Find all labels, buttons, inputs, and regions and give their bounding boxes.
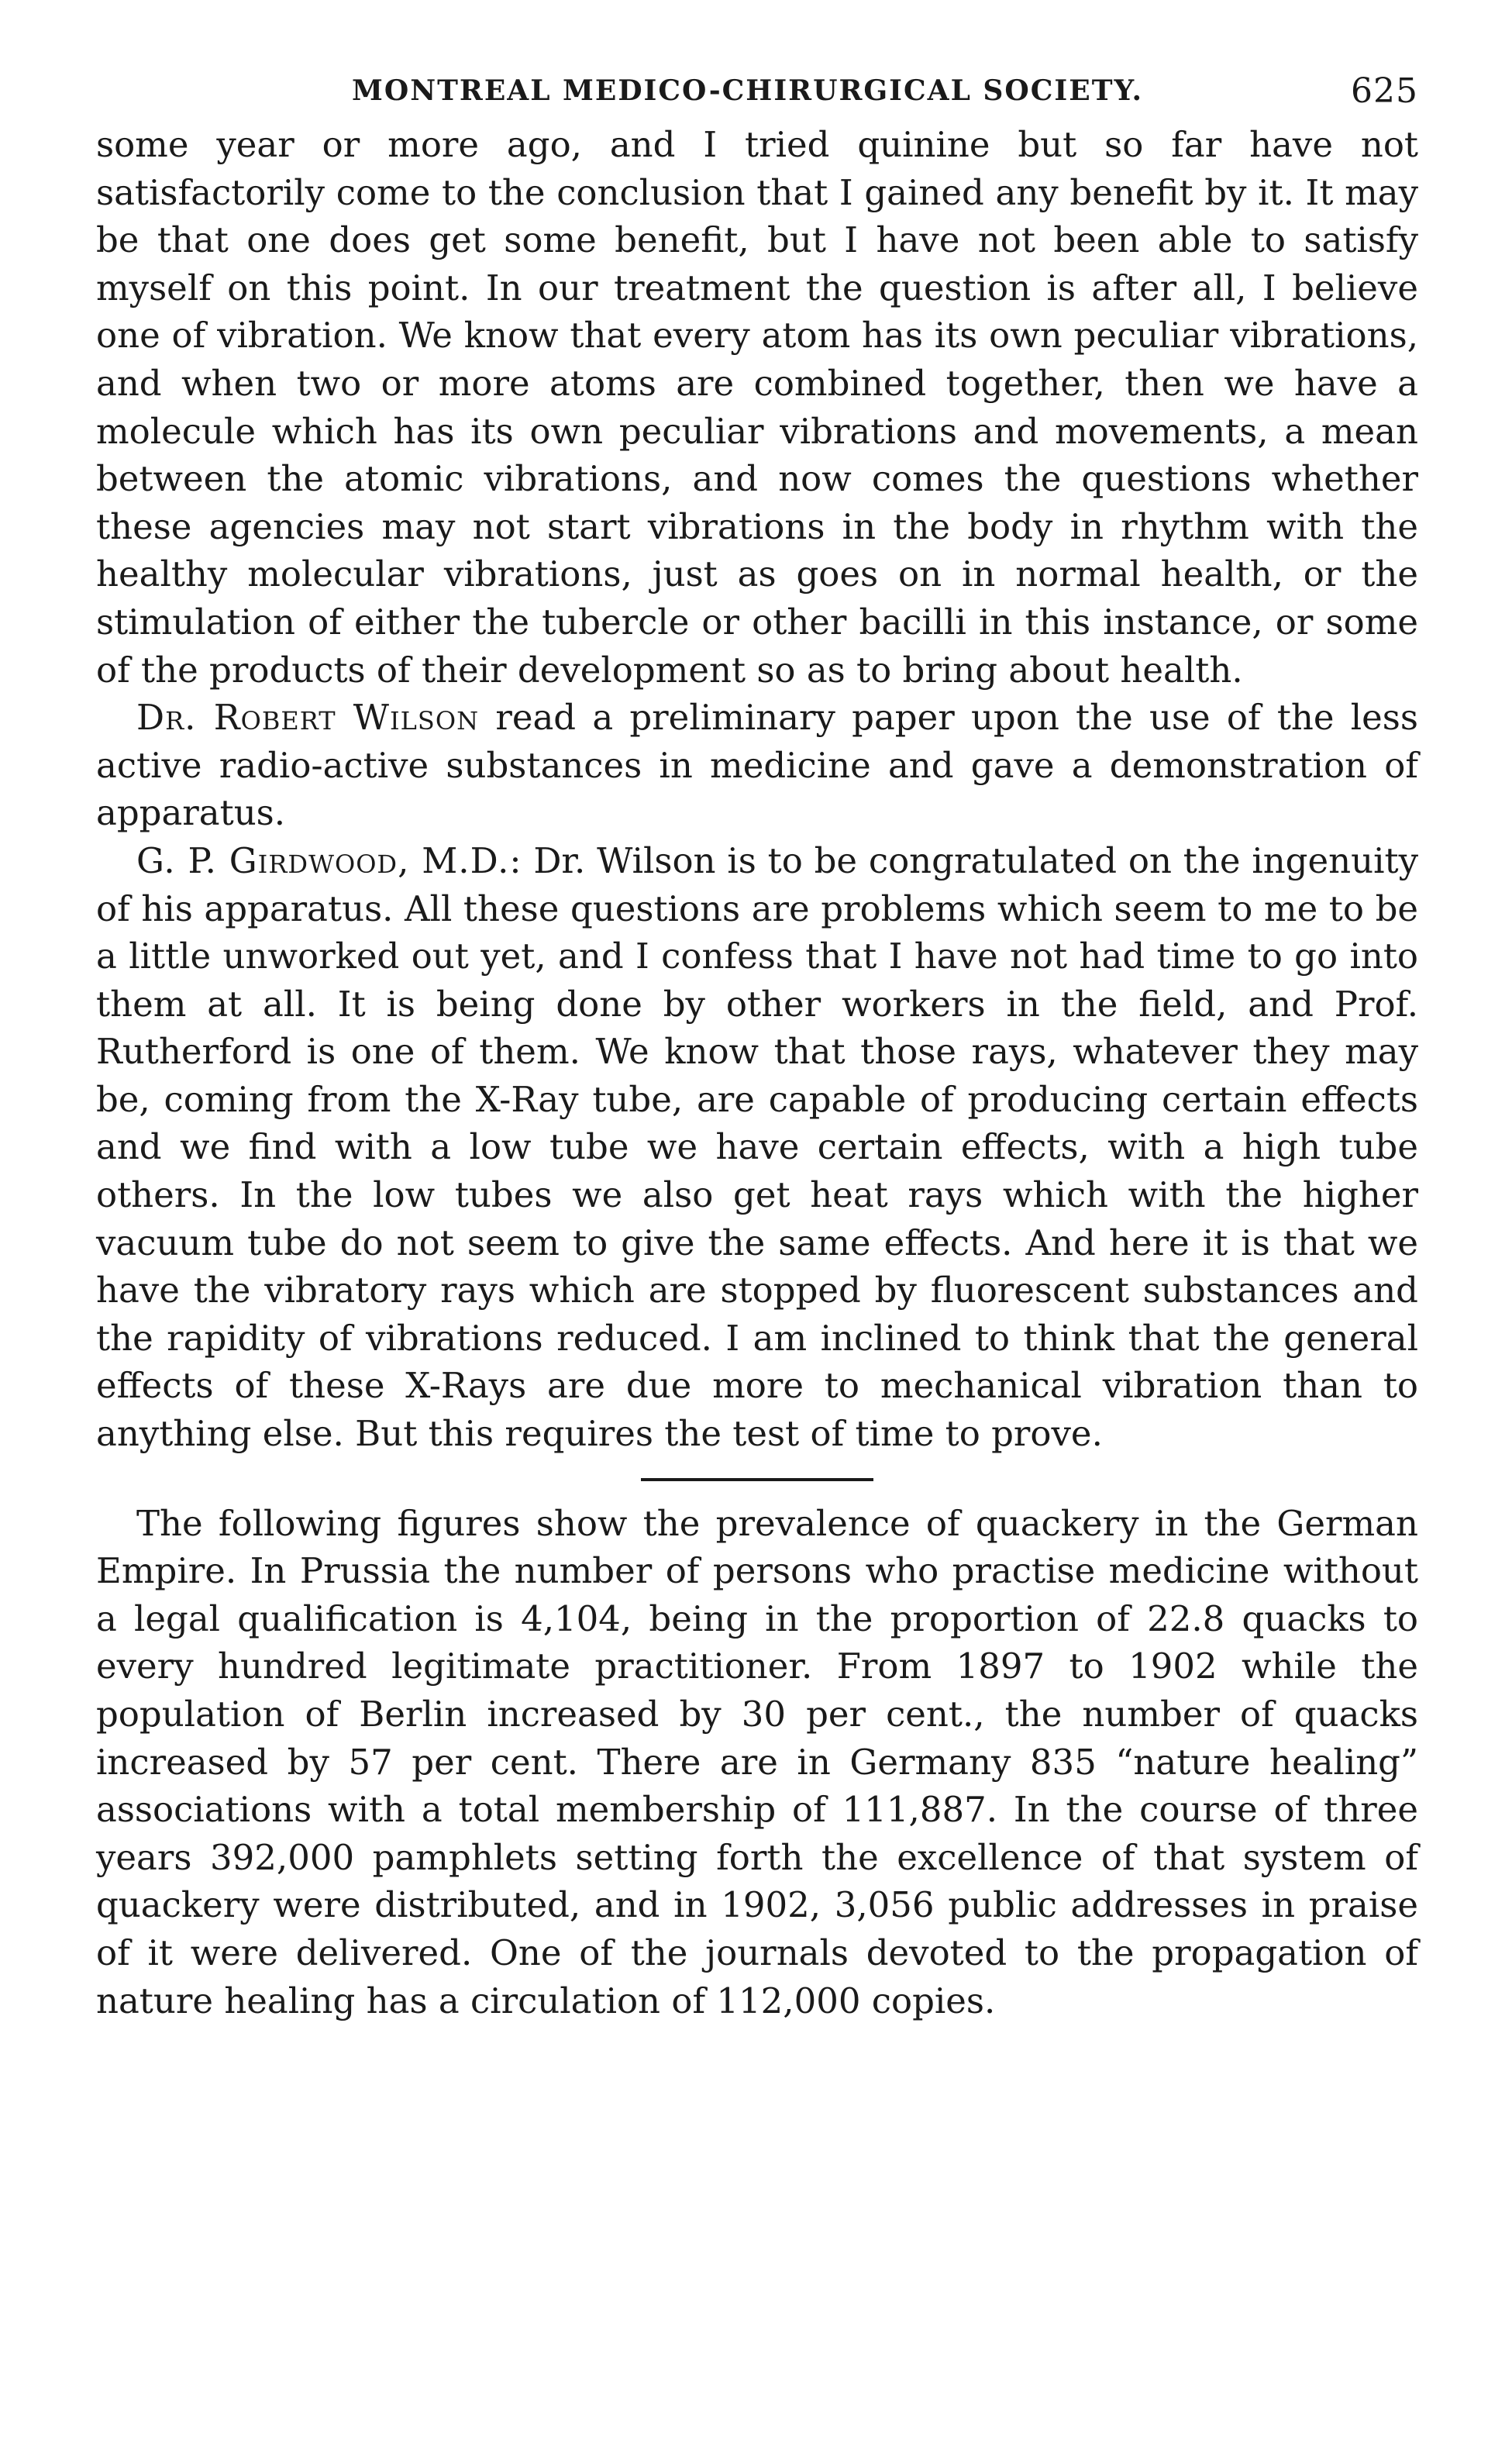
continued-paragraph: some year or more ago, and I tried quinine but so far have not satisfactorily come to the conclusion that I gained any benefit by it. It may be that one does get some benefit, but I have not been able to satisfy myself on this point. In our treatment the question is after all, I believe one of vibration. We know that every atom has its own peculiar vibrations, and when two or more atoms are combined together, then we have a molecule which has its own peculiar vibrations and movements, a mean between the atomic vibrations, and now comes the questions whether these agencies may not start vibrations in the body in rhythm with the healthy molecular vibrations, just as goes on in normal health, or the stimulation of either the tubercle or other bacilli in this instance, or some of the products of their development so as to bring about health. — [96, 124, 1418, 691]
running-title: MONTREAL MEDICO-CHIRURGICAL SOCIETY. — [352, 74, 1144, 107]
page-number: 625 — [1351, 71, 1418, 111]
quackery-paragraph: The following figures show the prevalence of quackery in the German Empire. In Prussia the number of persons who practise medicine without a legal qualification is 4,104, being in the proportion of 22.8 quacks to every hundred legitimate practitioner. From 1897 to 1902 while the population of Berlin increased by 30 per cent., the number of quacks increased by 57 per cent. There are in Germany 835 “nature healing” associations with a total membership of 111,887. In the course of three years 392,000 pamphlets setting forth the excellence of that system of quackery were distributed, and in 1902, 3,056 public addresses in praise of it were delivered. One of the journals devoted to the propagation of nature healing has a circulation of 112,000 copies. — [96, 1502, 1418, 2021]
girdwood-text: Dr. Wilson is to be congratulated on the ingenuity of his apparatus. All these questions are problems which seem to me to be a little unworked out yet, and I confess that I have not had time to go into them at all. It is being done by other workers in the field, and Prof. Rutherford is one of them. We know that those rays, whatever they may be, coming from the X-Ray tube, are capable of producing certain effects and we find with a low tube we have certain effects, with a high tube others. In the low tubes we also get heat rays which with the higher vacuum tube do not seem to give the same effects. And here it is that we have the vibratory rays which are stopped by fluorescent substances and the rapidity of vibrations reduced. I am inclined to think that the general effects of these X-Rays are due more to mechanical vibration than to anything else. But this requires the test of time to prove. — [96, 839, 1418, 1455]
journal-page — [96, 71, 1418, 2025]
quackery-note-section — [96, 1500, 1418, 2025]
girdwood-paragraph — [96, 837, 1418, 1458]
wilson-paragraph — [96, 694, 1418, 837]
wilson-text: read a preliminary paper upon the use of the less active radio-active substances in medicine and gave a demonstration of apparatus. — [96, 697, 1418, 834]
speaker-name: Dr. Robert Wilson — [136, 697, 480, 739]
speaker-name: G. P. Girdwood, M.D.: — [136, 839, 522, 881]
discussion-section — [96, 121, 1418, 1458]
section-divider — [641, 1478, 873, 1481]
running-head — [96, 71, 1418, 121]
